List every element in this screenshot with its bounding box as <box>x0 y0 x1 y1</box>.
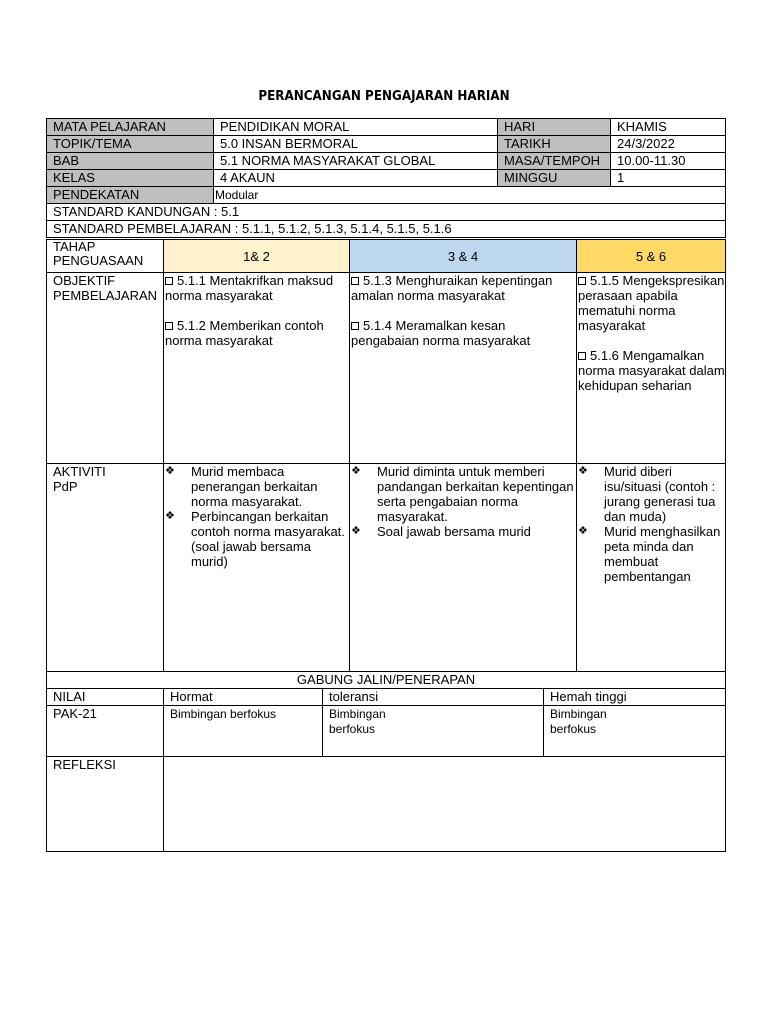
checkbox-icon <box>578 277 586 285</box>
objective-item: 5.1.1 Mentakrifkan maksud norma masyarakat <box>165 273 334 303</box>
nilai-label: NILAI <box>47 689 164 706</box>
masa-value: 10.00-11.30 <box>611 153 726 170</box>
tahap-label-line1: TAHAP <box>53 239 96 254</box>
diamond-bullet-icon: ❖ <box>578 465 588 477</box>
pak-value-2: Bimbingan berfokus <box>323 706 544 757</box>
bab-label: BAB <box>47 153 214 170</box>
info-row-bab <box>47 153 726 170</box>
gabung-heading: GABUNG JALIN/PENERAPAN <box>47 672 726 689</box>
info-table <box>46 118 726 238</box>
tarikh-value: 24/3/2022 <box>611 136 726 153</box>
pak-label: PAK-21 <box>47 706 164 757</box>
diamond-bullet-icon: ❖ <box>351 525 361 537</box>
objektif-row <box>47 273 726 464</box>
info-row-sp <box>47 221 726 238</box>
list-item: ❖ Perbincangan berkaitan contoh norma masyarakat. (soal jawab bersama murid) <box>165 509 345 569</box>
standard-pembelajaran: STANDARD PEMBELAJARAN : 5.1.1, 5.1.2, 5.1.3, 5.1.4, 5.1.5, 5.1.6 <box>47 221 726 238</box>
level-5-6: 5 & 6 <box>577 240 726 273</box>
aktiviti-label <box>47 464 164 672</box>
kelas-value: 4 AKAUN <box>214 170 498 187</box>
bab-value: 5.1 NORMA MASYARAKAT GLOBAL <box>214 153 498 170</box>
list-item: ❖ Murid diberi isu/situasi (contoh : jurang generasi tua dan muda) <box>578 464 716 524</box>
objective-item: 5.1.6 Mengamalkan norma masyarakat dalam kehidupan seharian <box>578 348 725 393</box>
refleksi-row <box>47 757 726 852</box>
standard-kandungan: STANDARD KANDUNGAN : 5.1 <box>47 204 726 221</box>
minggu-value: 1 <box>611 170 726 187</box>
list-item: ❖ Murid menghasilkan peta minda dan membuat pembentangan <box>578 524 721 584</box>
info-row-sk <box>47 204 726 221</box>
objective-item: 5.1.5 Mengekspresikan perasaan apabila mematuhi norma masyarakat <box>578 273 725 333</box>
objective-item: 5.1.3 Menghuraikan kepentingan amalan norma masyarakat <box>351 273 553 303</box>
objektif-col-1 <box>164 273 350 464</box>
nilai-value-1: Hormat <box>164 689 323 706</box>
kelas-label: KELAS <box>47 170 214 187</box>
page-title: PERANCANGAN PENGAJARAN HARIAN <box>258 89 510 104</box>
list-item: ❖ Soal jawab bersama murid <box>351 524 531 539</box>
objektif-label <box>47 273 164 464</box>
aktiviti-label-line1: AKTIVITI <box>53 464 106 479</box>
diamond-bullet-icon: ❖ <box>165 510 175 522</box>
checkbox-icon <box>578 352 586 360</box>
aktiviti-col-2 <box>350 464 577 672</box>
tahap-label <box>47 240 164 273</box>
hari-label: HARI <box>498 119 611 136</box>
gabung-table <box>46 671 726 852</box>
nilai-value-2: toleransi <box>323 689 544 706</box>
pak-row <box>47 706 726 757</box>
aktiviti-row <box>47 464 726 672</box>
refleksi-label: REFLEKSI <box>47 757 164 852</box>
minggu-label: MINGGU <box>498 170 611 187</box>
aktiviti-col-3 <box>577 464 726 672</box>
topik-value: 5.0 INSAN BERMORAL <box>214 136 498 153</box>
checkbox-icon <box>165 277 173 285</box>
hari-value: KHAMIS <box>611 119 726 136</box>
info-row-topik <box>47 136 726 153</box>
info-row-pendekatan <box>47 187 726 204</box>
checkbox-icon <box>165 322 173 330</box>
nilai-value-3: Hemah tinggi <box>544 689 726 706</box>
level-3-4: 3 & 4 <box>350 240 577 273</box>
refleksi-value <box>164 757 726 852</box>
mata-label: MATA PELAJARAN <box>47 119 214 136</box>
plan-table <box>46 239 726 672</box>
objective-item: 5.1.4 Meramalkan kesan pengabaian norma masyarakat <box>351 318 531 348</box>
pendekatan-label: PENDEKATAN <box>47 187 214 204</box>
info-row-kelas <box>47 170 726 187</box>
list-item: ❖ Murid diminta untuk memberi pandangan berkaitan kepentingan serta pengabaian norma masyarakat. <box>351 464 574 524</box>
objektif-label-line1: OBJEKTIF <box>53 273 116 288</box>
aktiviti-label-line2: PdP <box>53 479 78 494</box>
diamond-bullet-icon: ❖ <box>351 465 361 477</box>
diamond-bullet-icon: ❖ <box>578 525 588 537</box>
nilai-row <box>47 689 726 706</box>
pak-value-1: Bimbingan berfokus <box>164 706 323 757</box>
objektif-label-line2: PEMBELAJARAN <box>53 288 158 303</box>
tahap-row <box>47 240 726 273</box>
objektif-col-2 <box>350 273 577 464</box>
pendekatan-value: Modular <box>214 187 726 204</box>
gabung-row <box>47 672 726 689</box>
topik-label: TOPIK/TEMA <box>47 136 214 153</box>
tarikh-label: TARIKH <box>498 136 611 153</box>
info-row-mata <box>47 119 726 136</box>
aktiviti-col-1 <box>164 464 350 672</box>
objective-item: 5.1.2 Memberikan contoh norma masyarakat <box>165 318 324 348</box>
masa-label: MASA/TEMPOH <box>498 153 611 170</box>
tahap-label-line2: PENGUASAAN <box>53 253 144 268</box>
diamond-bullet-icon: ❖ <box>165 465 175 477</box>
objektif-col-3 <box>577 273 726 464</box>
pak-value-3: Bimbingan berfokus <box>544 706 726 757</box>
list-item: ❖ Murid membaca penerangan berkaitan norma masyarakat. <box>165 464 318 509</box>
checkbox-icon <box>351 277 359 285</box>
mata-value: PENDIDIKAN MORAL <box>214 119 498 136</box>
checkbox-icon <box>351 322 359 330</box>
level-1-2: 1& 2 <box>164 240 350 273</box>
